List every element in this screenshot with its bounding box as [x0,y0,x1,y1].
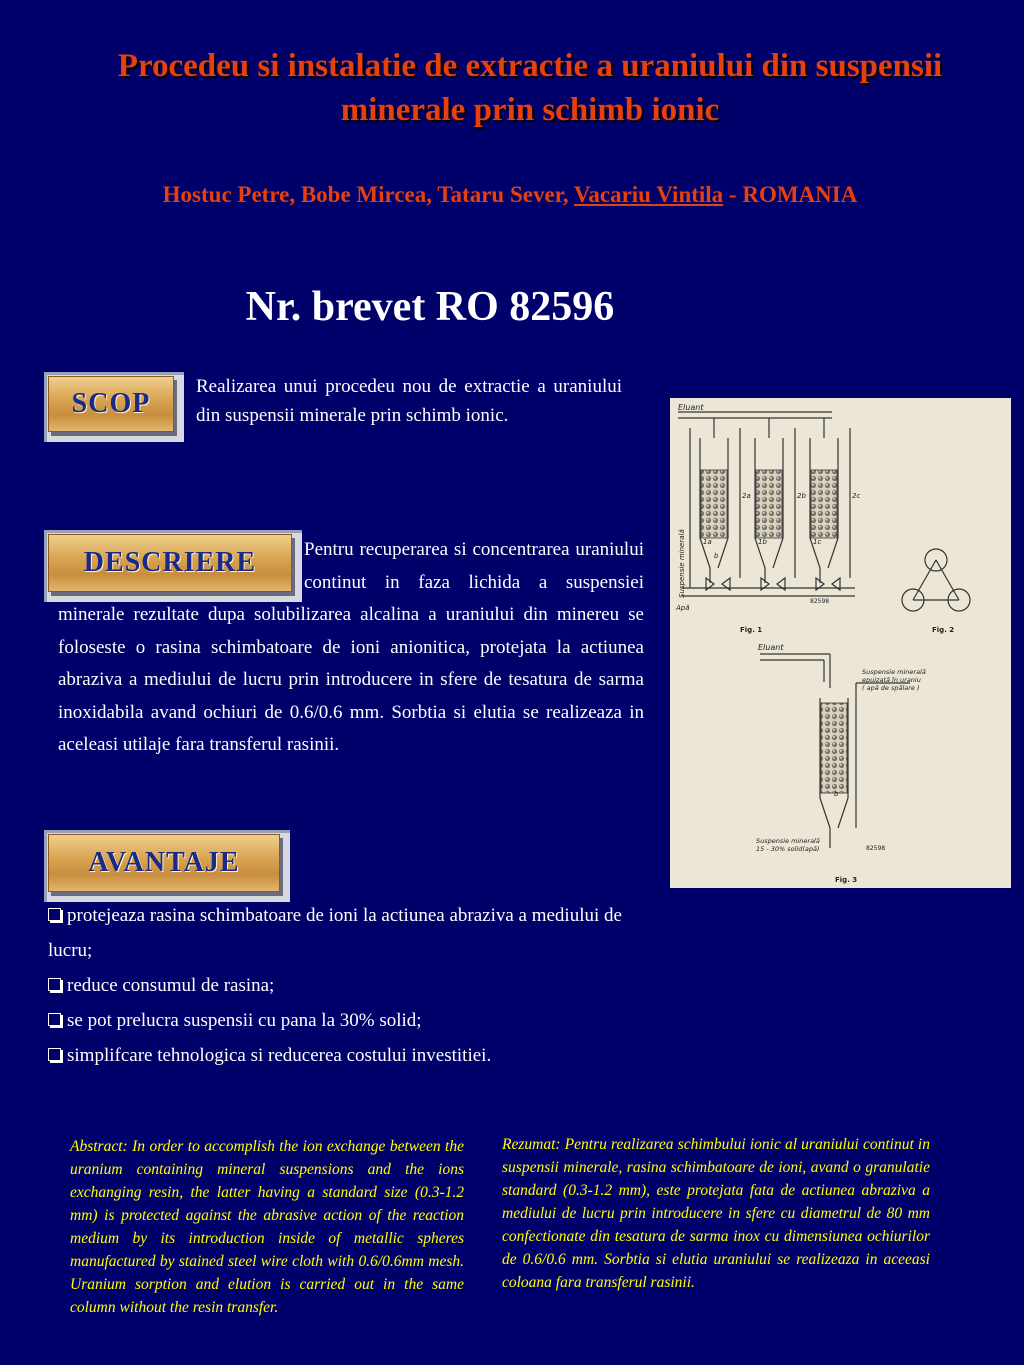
checkbox-bullet-icon [48,908,61,921]
checkbox-bullet-icon [48,978,61,991]
list-item: simplifcare tehnologica si reducerea costului investitiei. [48,1038,628,1073]
descriere-label: DESCRIERE [48,534,292,592]
fig2-drawing [902,549,970,611]
fig-label: 82598 [866,845,886,852]
installation-diagram [670,398,1011,888]
fig-label: Suspensie minerală [862,668,926,676]
resin-bed [811,470,837,538]
scop-label: SCOP [48,376,174,432]
author-underlined: Vacariu Vintila [573,182,724,207]
fig-label: Suspensie minerală [678,529,686,598]
authors-country: - ROMANIA [723,182,858,207]
avantaje-badge [44,830,290,902]
fig-label: Apă [676,604,690,612]
authors-names: Hostuc Petre, Bobe Mircea, Tataru Sever, [162,182,574,207]
fig-label: 1b [758,538,767,546]
list-item: protejeaza rasina schimbatoare de ioni la actiunea abraziva a mediului de lucru; [48,905,622,961]
fig-label: Eluant [678,403,704,412]
fig-label: 82598 [810,598,830,605]
descriere-badge [44,530,302,602]
resin-bed [821,703,847,793]
rezumat-romanian: Rezumat: Pentru realizarea schimbului ionic al uraniului continut in suspensii minerale, rasina schimbatoare de ioni, avand o granulatie standard (0.3-1.2 mm), este protejata fata de actiunea abraziva a mediului de lucru prin introducere in sfere cu diametrul de 80 mm confectionate din tesatura de sarma inox cu dimensiunea ochiurilor de 0.6/0.6 mm. Sorbtia si elutia uraniului se realizeaza in aceeasi coloana fara transferul rasinii. [502,1136,930,1291]
scop-text: Realizarea unui procedeu nou de extractie a uraniului din suspensii minerale prin schimb ionic. [196,376,622,426]
list-item: se pot prelucra suspensii cu pana la 30% solid; [48,1003,628,1038]
fig-label: epuizată în uraniu [862,676,921,684]
fig-label: ( apă de spălare ) [862,684,920,692]
fig-label: Suspensie minerală [756,837,820,845]
avantaje-label: AVANTAJE [48,834,280,892]
abstract-english: Abstract: In order to accomplish the ion exchange between the uranium containing mineral suspensions and the ions exchanging resin, the latter having a standard size (0.3-1.2 mm) is protected against the abrasive action of the reaction medium by its introduction inside of metallic spheres manufactured by stained steel wire cloth with 0.6/0.6mm mesh. Uranium sorption and elution is carried out in the same column without the resin transfer. [70,1138,464,1316]
fig-label: 1a [703,538,712,546]
scop-badge [44,372,184,442]
fig-caption: Fig. 1 [740,626,763,634]
resin-bed [756,470,782,538]
fig-label: b [714,552,719,560]
list-item: reduce consumul de rasina; [48,968,628,1003]
avantaje-list [48,898,628,1073]
fig-label: 1c [813,538,822,546]
fig-label: Eluant [758,643,784,652]
fig-caption: Fig. 3 [835,876,858,884]
checkbox-bullet-icon [48,1048,61,1061]
page-title: Procedeu si instalatie de extractie a uraniului din suspensii minerale prin schimb ionic [117,48,943,128]
resin-bed [701,470,727,538]
fig-label: 2c [852,492,861,500]
descriere-text: Pentru recuperarea si concentrarea uraniului continut in faza lichida a suspensiei minerale rezultate dupa solubilizarea alcalina a uraniului din minereu se foloseste o rasina schimbatoare de ioni anionitica, protejata la actiunea abraziva a mediului de lucru prin introducere in sfere de tesatura de sarma inoxidabila avand ochiuri de 0.6/0.6 mm. Sorbtia si elutia se realizeaza in aceleasi utilaje fara transferul rasinii. [58,539,644,755]
diagram-svg [670,398,1011,888]
patent-number: Nr. brevet RO 82596 [245,284,615,330]
fig-caption: Fig. 2 [932,626,955,634]
fig-label: 2b [797,492,806,500]
checkbox-bullet-icon [48,1013,61,1026]
fig-label: b [834,790,839,798]
fig-label: 2a [742,492,751,500]
fig-label: 15 - 30% solid(apă) [756,845,820,853]
authors-line [60,182,960,208]
